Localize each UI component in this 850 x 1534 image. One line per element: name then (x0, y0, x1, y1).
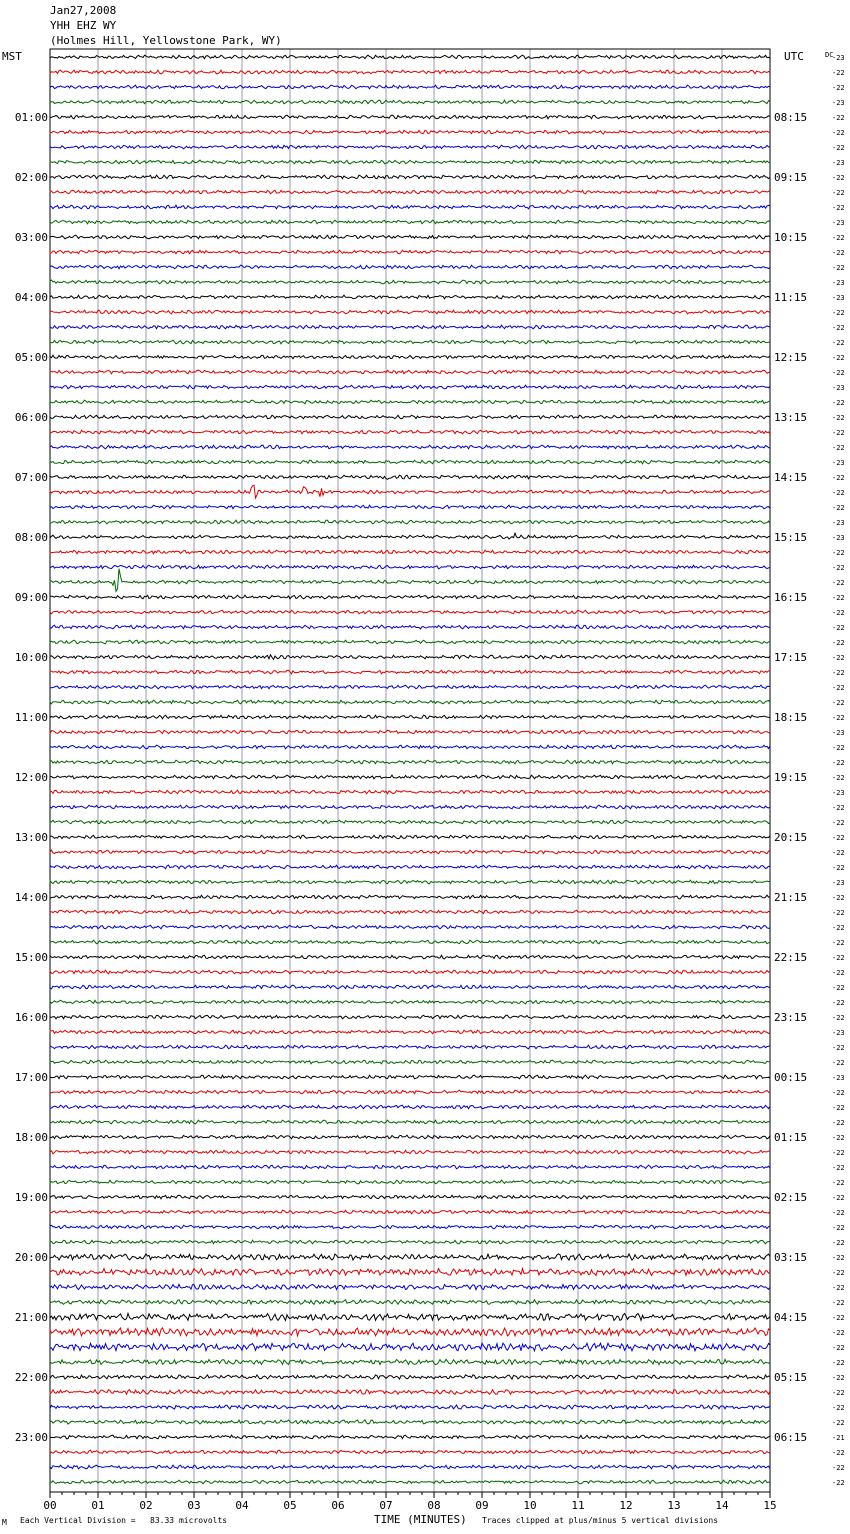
right-hour-label: 05:15 (774, 1371, 808, 1384)
dc-offset-value: -23 (832, 879, 845, 887)
seismic-trace (50, 595, 770, 599)
dc-offset-value: -22 (832, 69, 845, 77)
seismic-trace (50, 325, 770, 329)
x-tick-label: 02 (139, 1499, 153, 1512)
right-hour-label: 19:15 (774, 771, 808, 784)
seismic-trace (50, 445, 770, 449)
right-hour-label: 15:15 (774, 531, 808, 544)
dc-offset-value: -22 (832, 999, 845, 1007)
dc-offset-value: -22 (832, 849, 845, 857)
seismic-trace (50, 400, 770, 404)
right-timezone-label: UTC (784, 50, 804, 63)
dc-offset-value: -22 (832, 249, 845, 257)
left-timezone-label: MST (2, 50, 22, 63)
dc-offset-value: -22 (832, 864, 845, 872)
footer-mark: M (2, 1518, 7, 1527)
dc-offset-value: -22 (832, 1359, 845, 1367)
right-hour-label: 13:15 (774, 411, 808, 424)
seismic-trace (50, 1015, 770, 1019)
seismic-trace (50, 340, 770, 344)
seismic-trace (50, 1254, 770, 1260)
right-hour-label: 17:15 (774, 651, 808, 664)
dc-offset-value: -22 (832, 894, 845, 902)
left-hour-label: 21:00 (14, 1311, 48, 1324)
seismic-trace (50, 1210, 770, 1214)
dc-offset-value: -22 (832, 189, 845, 197)
dc-offset-value: -22 (832, 834, 845, 842)
dc-offset-value: -22 (832, 984, 845, 992)
seismic-trace (50, 700, 770, 704)
seismic-trace (50, 505, 770, 509)
seismic-trace (50, 533, 770, 539)
right-hour-label: 16:15 (774, 591, 808, 604)
seismic-trace (50, 625, 770, 629)
seismic-trace (50, 1314, 770, 1321)
left-hour-label: 17:00 (14, 1071, 48, 1084)
dc-offset-value: -22 (832, 414, 845, 422)
seismic-trace (50, 1300, 770, 1305)
dc-offset-value: -22 (832, 504, 845, 512)
dc-offset-value: -22 (832, 639, 845, 647)
dc-offset-value: -22 (832, 1389, 845, 1397)
seismic-trace (50, 415, 770, 419)
seismic-trace (50, 1120, 770, 1124)
right-hour-label: 00:15 (774, 1071, 808, 1084)
seismic-trace (50, 160, 770, 164)
x-tick-label: 11 (571, 1499, 585, 1512)
seismic-trace (50, 55, 770, 59)
seismic-trace (50, 569, 770, 592)
dc-offset-value: -22 (832, 624, 845, 632)
left-hour-label: 08:00 (14, 531, 48, 544)
seismic-trace (50, 1060, 770, 1064)
left-hour-label: 14:00 (14, 891, 48, 904)
dc-offset-value: -22 (832, 129, 845, 137)
x-tick-label: 00 (43, 1499, 57, 1512)
dc-offset-value: -23 (832, 54, 845, 62)
seismic-trace (50, 460, 770, 464)
dc-offset-value: -23 (832, 789, 845, 797)
seismic-trace (50, 1090, 770, 1094)
dc-offset-value: -22 (832, 444, 845, 452)
dc-offset-value: -22 (832, 114, 845, 122)
dc-offset-value: -23 (832, 729, 845, 737)
dc-offset-value: -22 (832, 1104, 845, 1112)
seismic-trace (50, 970, 770, 974)
seismic-trace (50, 1195, 770, 1199)
dc-offset-value: -22 (832, 924, 845, 932)
right-hour-label: 09:15 (774, 171, 808, 184)
x-tick-label: 08 (427, 1499, 441, 1512)
left-hour-label: 11:00 (14, 711, 48, 724)
seismic-trace (50, 220, 770, 224)
left-hour-label: 22:00 (14, 1371, 48, 1384)
seismic-trace (50, 745, 770, 749)
vertical-scale-note: Each Vertical Division = 83.33 microvolts (20, 1516, 228, 1525)
dc-offset-value: -22 (832, 1344, 845, 1352)
dc-offset-value: -22 (832, 654, 845, 662)
seismic-trace (50, 1225, 770, 1229)
seismic-trace (50, 250, 770, 254)
left-hour-label: 04:00 (14, 291, 48, 304)
seismic-trace (50, 475, 770, 479)
right-hour-label: 23:15 (774, 1011, 808, 1024)
seismic-trace (50, 1000, 770, 1004)
seismic-trace (50, 1359, 770, 1364)
left-hour-label: 12:00 (14, 771, 48, 784)
seismic-trace (50, 1180, 770, 1184)
x-axis-title: TIME (MINUTES) (374, 1513, 467, 1526)
dc-offset-value: -22 (832, 1299, 845, 1307)
seismic-trace (50, 670, 770, 674)
seismic-trace (50, 955, 770, 959)
right-hour-label: 03:15 (774, 1251, 808, 1264)
dc-offset-value: -22 (832, 609, 845, 617)
dc-offset-value: -23 (832, 1074, 845, 1082)
seismic-trace (50, 760, 770, 764)
left-hour-label: 07:00 (14, 471, 48, 484)
seismic-trace (50, 1450, 770, 1454)
dc-offset-value: -22 (832, 819, 845, 827)
seismic-trace (50, 805, 770, 809)
dc-offset-value: -22 (832, 1044, 845, 1052)
dc-offset-value: -22 (832, 1179, 845, 1187)
plot-date: Jan27,2008 (50, 4, 117, 17)
left-hour-label: 09:00 (14, 591, 48, 604)
seismic-trace (50, 1435, 770, 1439)
seismic-trace (50, 940, 770, 944)
dc-offset-value: -22 (832, 174, 845, 182)
dc-offset-value: -22 (832, 1374, 845, 1382)
left-hour-label: 02:00 (14, 171, 48, 184)
seismic-trace (50, 910, 770, 914)
seismic-trace (50, 1030, 770, 1034)
dc-offset-value: -22 (832, 1164, 845, 1172)
seismic-trace (50, 385, 770, 389)
seismic-trace (50, 145, 770, 149)
seismic-trace (50, 1405, 770, 1409)
seismic-trace (50, 100, 770, 104)
dc-offset-value: -22 (832, 1449, 845, 1457)
seismic-trace (50, 1269, 770, 1276)
seismic-trace (50, 370, 770, 374)
seismic-trace (50, 85, 770, 89)
dc-offset-value: -23 (832, 159, 845, 167)
seismic-trace (50, 835, 770, 839)
dc-offset-value: -22 (832, 1119, 845, 1127)
x-tick-label: 15 (763, 1499, 777, 1512)
dc-offset-value: -23 (832, 384, 845, 392)
dc-offset-value: -22 (832, 474, 845, 482)
dc-offset-value: -22 (832, 1089, 845, 1097)
seismic-trace (50, 685, 770, 689)
seismic-trace (50, 865, 770, 869)
dc-offset-value: -22 (832, 489, 845, 497)
dc-offset-value: -22 (832, 264, 845, 272)
seismic-trace (50, 655, 770, 660)
seismic-trace (50, 1075, 770, 1079)
x-tick-label: 04 (235, 1499, 249, 1512)
dc-offset-value: -22 (832, 1329, 845, 1337)
dc-offset-value: -22 (832, 1239, 845, 1247)
dc-offset-value: -22 (832, 234, 845, 242)
dc-offset-value: -22 (832, 1404, 845, 1412)
right-hour-label: 11:15 (774, 291, 808, 304)
dc-offset-value: -23 (832, 99, 845, 107)
dc-offset-value: -22 (832, 369, 845, 377)
dc-offset-value: -22 (832, 1149, 845, 1157)
dc-offset-value: -22 (832, 684, 845, 692)
x-tick-label: 09 (475, 1499, 489, 1512)
dc-offset-value: -22 (832, 759, 845, 767)
dc-offset-value: -22 (832, 699, 845, 707)
dc-offset-value: -22 (832, 1269, 845, 1277)
right-hour-label: 20:15 (774, 831, 808, 844)
left-hour-label: 03:00 (14, 231, 48, 244)
dc-offset-value: -22 (832, 1254, 845, 1262)
seismic-trace (50, 280, 770, 284)
dc-offset-value: -22 (832, 144, 845, 152)
seismic-trace (50, 1375, 770, 1379)
seismic-trace (50, 640, 770, 644)
seismic-trace (50, 565, 770, 569)
dc-offset-value: -22 (832, 594, 845, 602)
dc-offset-value: -23 (832, 519, 845, 527)
seismic-trace (50, 1150, 770, 1154)
dc-offset-value: -22 (832, 324, 845, 332)
x-tick-label: 14 (715, 1499, 729, 1512)
dc-offset-value: -23 (832, 534, 845, 542)
seismic-trace (50, 985, 770, 989)
right-hour-label: 06:15 (774, 1431, 808, 1444)
dc-offset-value: -22 (832, 204, 845, 212)
left-hour-label: 06:00 (14, 411, 48, 424)
left-hour-label: 01:00 (14, 111, 48, 124)
seismic-trace (50, 310, 770, 314)
left-hour-label: 20:00 (14, 1251, 48, 1264)
dc-offset-value: -23 (832, 279, 845, 287)
seismic-trace (50, 1465, 770, 1469)
left-hour-label: 19:00 (14, 1191, 48, 1204)
seismic-trace (50, 895, 770, 899)
dc-offset-value: -22 (832, 969, 845, 977)
x-tick-label: 07 (379, 1499, 393, 1512)
seismic-trace (50, 190, 770, 194)
right-hour-label: 01:15 (774, 1131, 808, 1144)
seismic-trace (50, 790, 770, 794)
dc-offset-value: -22 (832, 804, 845, 812)
dc-offset-value: -22 (832, 1014, 845, 1022)
seismic-trace (50, 205, 770, 209)
right-hour-label: 04:15 (774, 1311, 808, 1324)
dc-offset-value: -22 (832, 354, 845, 362)
left-hour-label: 23:00 (14, 1431, 48, 1444)
dc-offset-value: -22 (832, 399, 845, 407)
seismic-trace (50, 925, 770, 929)
right-hour-label: 21:15 (774, 891, 808, 904)
x-tick-label: 03 (187, 1499, 201, 1512)
seismic-trace (50, 1165, 770, 1169)
left-hour-label: 13:00 (14, 831, 48, 844)
seismic-trace (50, 115, 770, 119)
dc-offset-value: -22 (832, 1224, 845, 1232)
seismic-trace (50, 130, 770, 134)
station-location: (Holmes Hill, Yellowstone Park, WY) (50, 34, 282, 47)
right-hour-label: 02:15 (774, 1191, 808, 1204)
right-hour-label: 22:15 (774, 951, 808, 964)
seismic-trace (50, 265, 770, 269)
dc-offset-value: -22 (832, 744, 845, 752)
right-hour-label: 10:15 (774, 231, 808, 244)
left-hour-label: 15:00 (14, 951, 48, 964)
seismic-trace (50, 235, 770, 239)
seismic-trace (50, 550, 770, 554)
dc-offset-value: -22 (832, 939, 845, 947)
dc-offset-value: -22 (832, 1134, 845, 1142)
left-hour-label: 18:00 (14, 1131, 48, 1144)
left-hour-label: 16:00 (14, 1011, 48, 1024)
dc-offset-value: -22 (832, 1209, 845, 1217)
seismic-trace (50, 1284, 770, 1289)
dc-offset-value: -23 (832, 1029, 845, 1037)
seismic-trace (50, 430, 770, 434)
seismic-trace (50, 715, 770, 719)
dc-offset-value: -22 (832, 309, 845, 317)
dc-offset-value: -22 (832, 339, 845, 347)
seismic-trace (50, 175, 770, 179)
dc-offset-value: -22 (832, 84, 845, 92)
dc-offset-value: -22 (832, 909, 845, 917)
dc-offset-value: -22 (832, 1314, 845, 1322)
dc-offset-value: -23 (832, 219, 845, 227)
clipping-note: Traces clipped at plus/minus 5 vertical divisions (482, 1516, 719, 1525)
dc-offset-value: -22 (832, 564, 845, 572)
seismic-trace (50, 295, 770, 299)
right-hour-label: 14:15 (774, 471, 808, 484)
seismic-trace (50, 880, 770, 884)
seismic-trace (50, 820, 770, 824)
seismic-trace (50, 1240, 770, 1244)
dc-offset-value: -22 (832, 1464, 845, 1472)
left-hour-label: 05:00 (14, 351, 48, 364)
seismic-trace (50, 520, 770, 524)
station-code: YHH EHZ WY (50, 19, 117, 32)
dc-offset-value: -22 (832, 954, 845, 962)
dc-label: DC (825, 51, 834, 59)
right-hour-label: 12:15 (774, 351, 808, 364)
seismic-trace (50, 1343, 770, 1351)
x-tick-label: 01 (91, 1499, 105, 1512)
dc-offset-value: -22 (832, 579, 845, 587)
seismic-trace (50, 485, 770, 498)
dc-offset-value: -22 (832, 1479, 845, 1487)
dc-offset-value: -22 (832, 714, 845, 722)
dc-offset-value: -22 (832, 774, 845, 782)
dc-offset-value: -22 (832, 549, 845, 557)
dc-offset-value: -22 (832, 1059, 845, 1067)
x-tick-label: 13 (667, 1499, 681, 1512)
seismic-trace (50, 1105, 770, 1109)
seismic-trace (50, 850, 770, 854)
seismic-trace (50, 610, 770, 614)
seismic-trace (50, 1135, 770, 1139)
seismic-trace (50, 1480, 770, 1484)
seismic-trace (50, 775, 770, 779)
dc-offset-value: -22 (832, 429, 845, 437)
dc-offset-value: -22 (832, 1194, 845, 1202)
seismic-trace (50, 355, 770, 359)
right-hour-label: 08:15 (774, 111, 808, 124)
dc-offset-value: -23 (832, 459, 845, 467)
seismic-trace (50, 1045, 770, 1049)
left-hour-label: 10:00 (14, 651, 48, 664)
x-tick-label: 06 (331, 1499, 345, 1512)
seismic-trace (50, 1390, 770, 1395)
dc-offset-value: -21 (832, 1434, 845, 1442)
dc-offset-value: -23 (832, 294, 845, 302)
seismic-trace (50, 70, 770, 74)
x-tick-label: 10 (523, 1499, 537, 1512)
x-tick-label: 12 (619, 1499, 633, 1512)
dc-offset-value: -22 (832, 1419, 845, 1427)
dc-offset-value: -22 (832, 669, 845, 677)
x-tick-label: 05 (283, 1499, 297, 1512)
seismic-trace (50, 730, 770, 734)
right-hour-label: 18:15 (774, 711, 808, 724)
dc-offset-value: -22 (832, 1284, 845, 1292)
seismic-trace (50, 1420, 770, 1424)
seismic-trace (50, 1328, 770, 1336)
